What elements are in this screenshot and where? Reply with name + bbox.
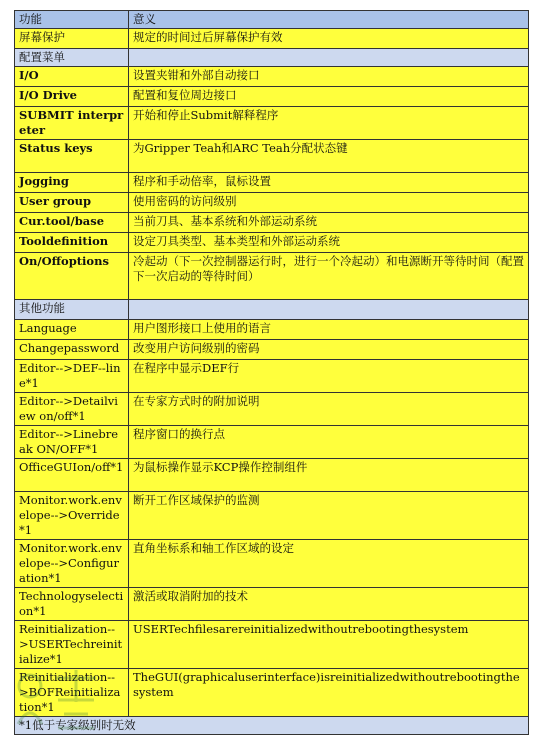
function-meaning: 为Gripper Teah和ARC Teah分配状态键 [129,140,529,173]
function-meaning: 配置和复位周边接口 [129,87,529,107]
section-blank [129,300,529,320]
function-meaning: 直角坐标系和轴工作区域的设定 [129,540,529,588]
function-name: Reinitialization-->USERTechreinitialize*1 [15,621,129,669]
function-name: Monitor.work.envelope-->Configuration*1 [15,540,129,588]
function-meaning: 改变用户访问级别的密码 [129,340,529,360]
table-row [15,459,529,492]
table-row [15,588,529,621]
table-header-row [15,11,529,29]
table-row [15,87,529,107]
function-meaning: 程序窗口的换行点 [129,426,529,459]
function-meaning: 在专家方式时的附加说明 [129,393,529,426]
function-name: Language [15,320,129,340]
function-meaning: 程序和手动倍率，鼠标设置 [129,173,529,193]
function-name: Cur.tool/base [15,213,129,233]
section-row [15,300,529,320]
function-table [14,10,529,735]
function-meaning: 用户图形接口上使用的语言 [129,320,529,340]
table-footer-row [15,717,529,735]
table-row [15,67,529,87]
header-col-function: 功能 [15,11,129,29]
function-name: I/O [15,67,129,87]
function-meaning: 使用密码的访问级别 [129,193,529,213]
function-name: Status keys [15,140,129,173]
section-title: 其他功能 [15,300,129,320]
function-meaning: 规定的时间过后屏幕保护有效 [129,29,529,49]
function-name: On/Offoptions [15,253,129,300]
section-row [15,49,529,67]
function-meaning: 当前刀具、基本系统和外部运动系统 [129,213,529,233]
function-name: SUBMIT interpreter [15,107,129,140]
table-row [15,540,529,588]
function-name: 屏幕保护 [15,29,129,49]
function-name: I/O Drive [15,87,129,107]
footer-note: *1低于专家级别时无效 [15,717,529,735]
function-name: Editor-->DEF--line*1 [15,360,129,393]
table-row [15,360,529,393]
table-row [15,233,529,253]
function-meaning: 开始和停止Submit解释程序 [129,107,529,140]
function-meaning: 断开工作区域保护的监测 [129,492,529,540]
function-meaning: 设置夹钳和外部自动接口 [129,67,529,87]
table-row [15,193,529,213]
function-meaning: 激活或取消附加的技术 [129,588,529,621]
table-row [15,107,529,140]
table-row [15,213,529,233]
header-col-meaning: 意义 [129,11,529,29]
function-name: Tooldefinition [15,233,129,253]
function-name: Technologyselection*1 [15,588,129,621]
function-name: User group [15,193,129,213]
function-name: Editor-->Detailview on/off*1 [15,393,129,426]
function-name: Reinitialization-->BOFReinitialization*1 [15,669,129,717]
table-row [15,426,529,459]
table-row [15,393,529,426]
table-row [15,140,529,173]
section-title: 配置菜单 [15,49,129,67]
function-name: OfficeGUIon/off*1 [15,459,129,492]
table-row [15,253,529,300]
function-name: Jogging [15,173,129,193]
function-meaning: 在程序中显示DEF行 [129,360,529,393]
table-row [15,173,529,193]
table-row [15,340,529,360]
function-meaning: 冷起动（下一次控制器运行时，进行一个冷起动）和电源断开等待时间（配置下一次启动的等待时间） [129,253,529,300]
table-row [15,492,529,540]
function-name: Monitor.work.envelope-->Override*1 [15,492,129,540]
table-row [15,320,529,340]
function-meaning: TheGUI(graphicaluserinterface)isreinitializedwithoutrebootingthesystem [129,669,529,717]
section-blank [129,49,529,67]
function-meaning: 为鼠标操作显示KCP操作控制组件 [129,459,529,492]
function-name: Changepassword [15,340,129,360]
table-row [15,29,529,49]
function-meaning: 设定刀具类型、基本类型和外部运动系统 [129,233,529,253]
function-meaning: USERTechfilesarereinitializedwithoutrebootingthesystem [129,621,529,669]
function-name: Editor-->Linebreak ON/OFF*1 [15,426,129,459]
table-row [15,669,529,717]
table-row [15,621,529,669]
table-body [15,29,529,717]
